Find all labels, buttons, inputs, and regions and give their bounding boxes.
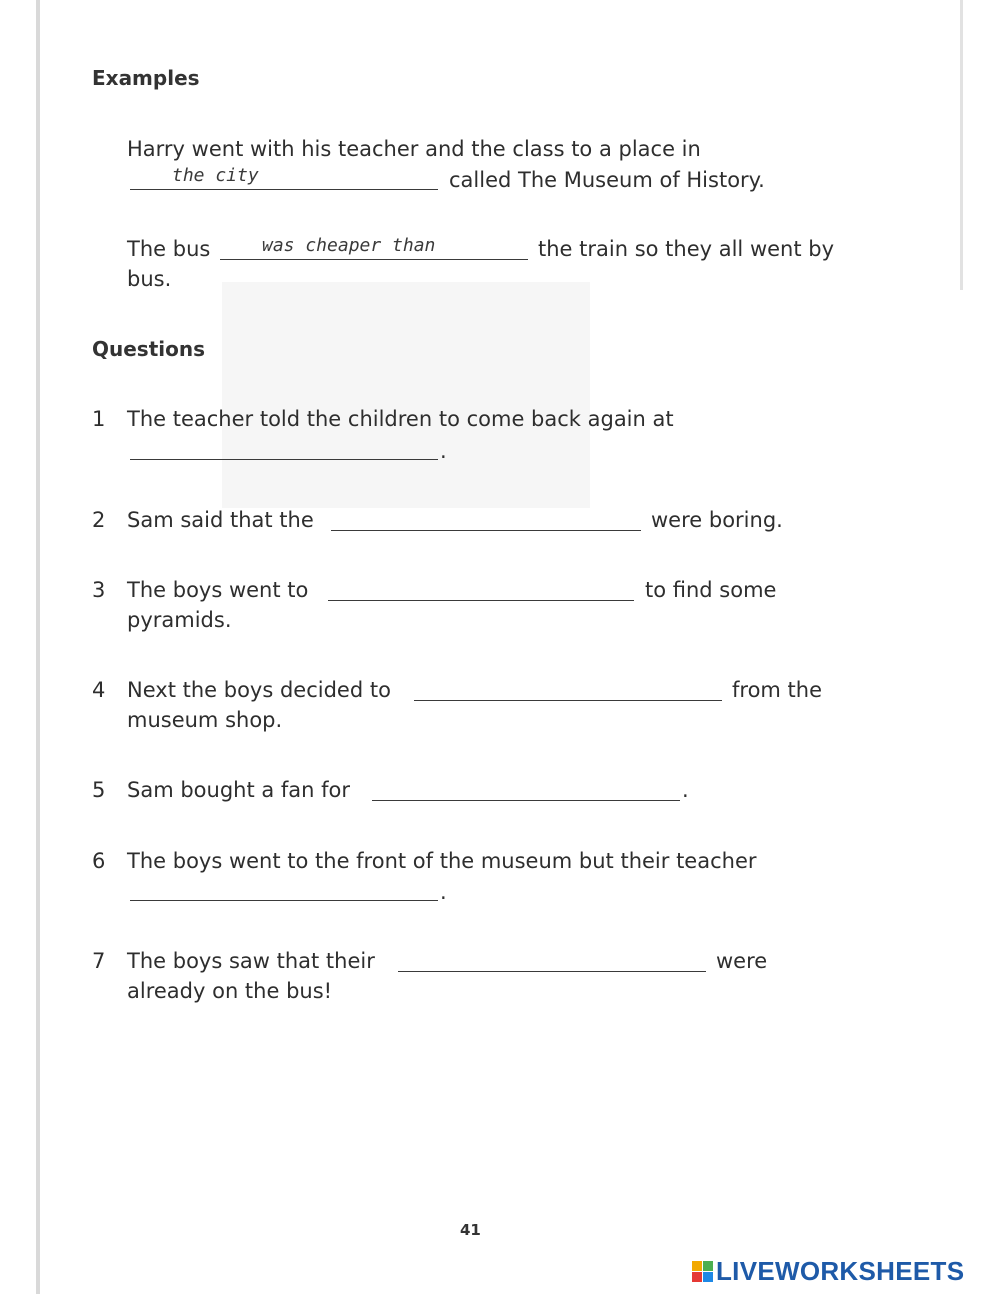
logo-text: LIVEWORKSHEETS <box>716 1256 965 1286</box>
page-edge <box>36 0 40 1294</box>
question-3-text-after: to find some <box>645 578 777 602</box>
example1-answer: the city <box>172 165 259 186</box>
question-5-text-after: . <box>682 778 689 802</box>
bleed-through-image <box>222 282 590 508</box>
question-6-text: The boys went to the front of the museum but their teacher <box>127 849 757 873</box>
question-3-text: The boys went to <box>127 578 309 602</box>
question-6-text-after: . <box>440 880 447 904</box>
questions-heading: Questions <box>92 337 206 361</box>
question-2-text: Sam said that the <box>127 508 314 532</box>
question-3-text-line2: pyramids. <box>127 608 232 632</box>
example2-text: The bus <box>127 237 211 261</box>
question-3-answer-field[interactable] <box>328 600 634 601</box>
question-4-text: Next the boys decided to <box>127 678 391 702</box>
question-4-number: 4 <box>92 678 106 702</box>
page-number: 41 <box>460 1221 481 1239</box>
question-4-answer-field[interactable] <box>414 700 722 701</box>
page-edge-right <box>960 0 963 290</box>
question-5-text: Sam bought a fan for <box>127 778 351 802</box>
question-7-text-after: were <box>716 949 768 973</box>
examples-heading: Examples <box>92 66 200 90</box>
example2-blank <box>220 259 528 260</box>
logo-square <box>692 1272 702 1282</box>
question-4-text-after: from the <box>732 678 823 702</box>
example2-text-line2: bus. <box>127 267 172 291</box>
example1-text-after: called The Museum of History. <box>449 168 765 192</box>
example1-blank <box>130 189 438 190</box>
question-2-text-after: were boring. <box>651 508 783 532</box>
question-7-text: The boys saw that their <box>127 949 375 973</box>
question-1-number: 1 <box>92 407 106 431</box>
question-7-text-line2: already on the bus! <box>127 979 333 1003</box>
question-6-number: 6 <box>92 849 106 873</box>
example1-text: Harry went with his teacher and the class to a place in <box>127 137 701 161</box>
question-1-text-after: . <box>440 439 447 463</box>
example2-answer: was cheaper than <box>262 235 436 256</box>
question-6-answer-field[interactable] <box>130 900 438 901</box>
question-7-answer-field[interactable] <box>398 971 706 972</box>
question-1-answer-field[interactable] <box>130 459 438 460</box>
question-5-answer-field[interactable] <box>372 800 680 801</box>
logo-squares-icon <box>692 1261 713 1282</box>
logo-square <box>692 1261 702 1271</box>
example2-text-after: the train so they all went by <box>538 237 835 261</box>
question-2-answer-field[interactable] <box>331 530 641 531</box>
logo-square <box>703 1261 713 1271</box>
question-5-number: 5 <box>92 778 106 802</box>
question-1-text: The teacher told the children to come back again at <box>127 407 674 431</box>
liveworksheets-logo[interactable] <box>692 1256 964 1287</box>
question-4-text-line2: museum shop. <box>127 708 283 732</box>
question-2-number: 2 <box>92 508 106 532</box>
logo-square <box>703 1272 713 1282</box>
question-3-number: 3 <box>92 578 106 602</box>
question-7-number: 7 <box>92 949 106 973</box>
